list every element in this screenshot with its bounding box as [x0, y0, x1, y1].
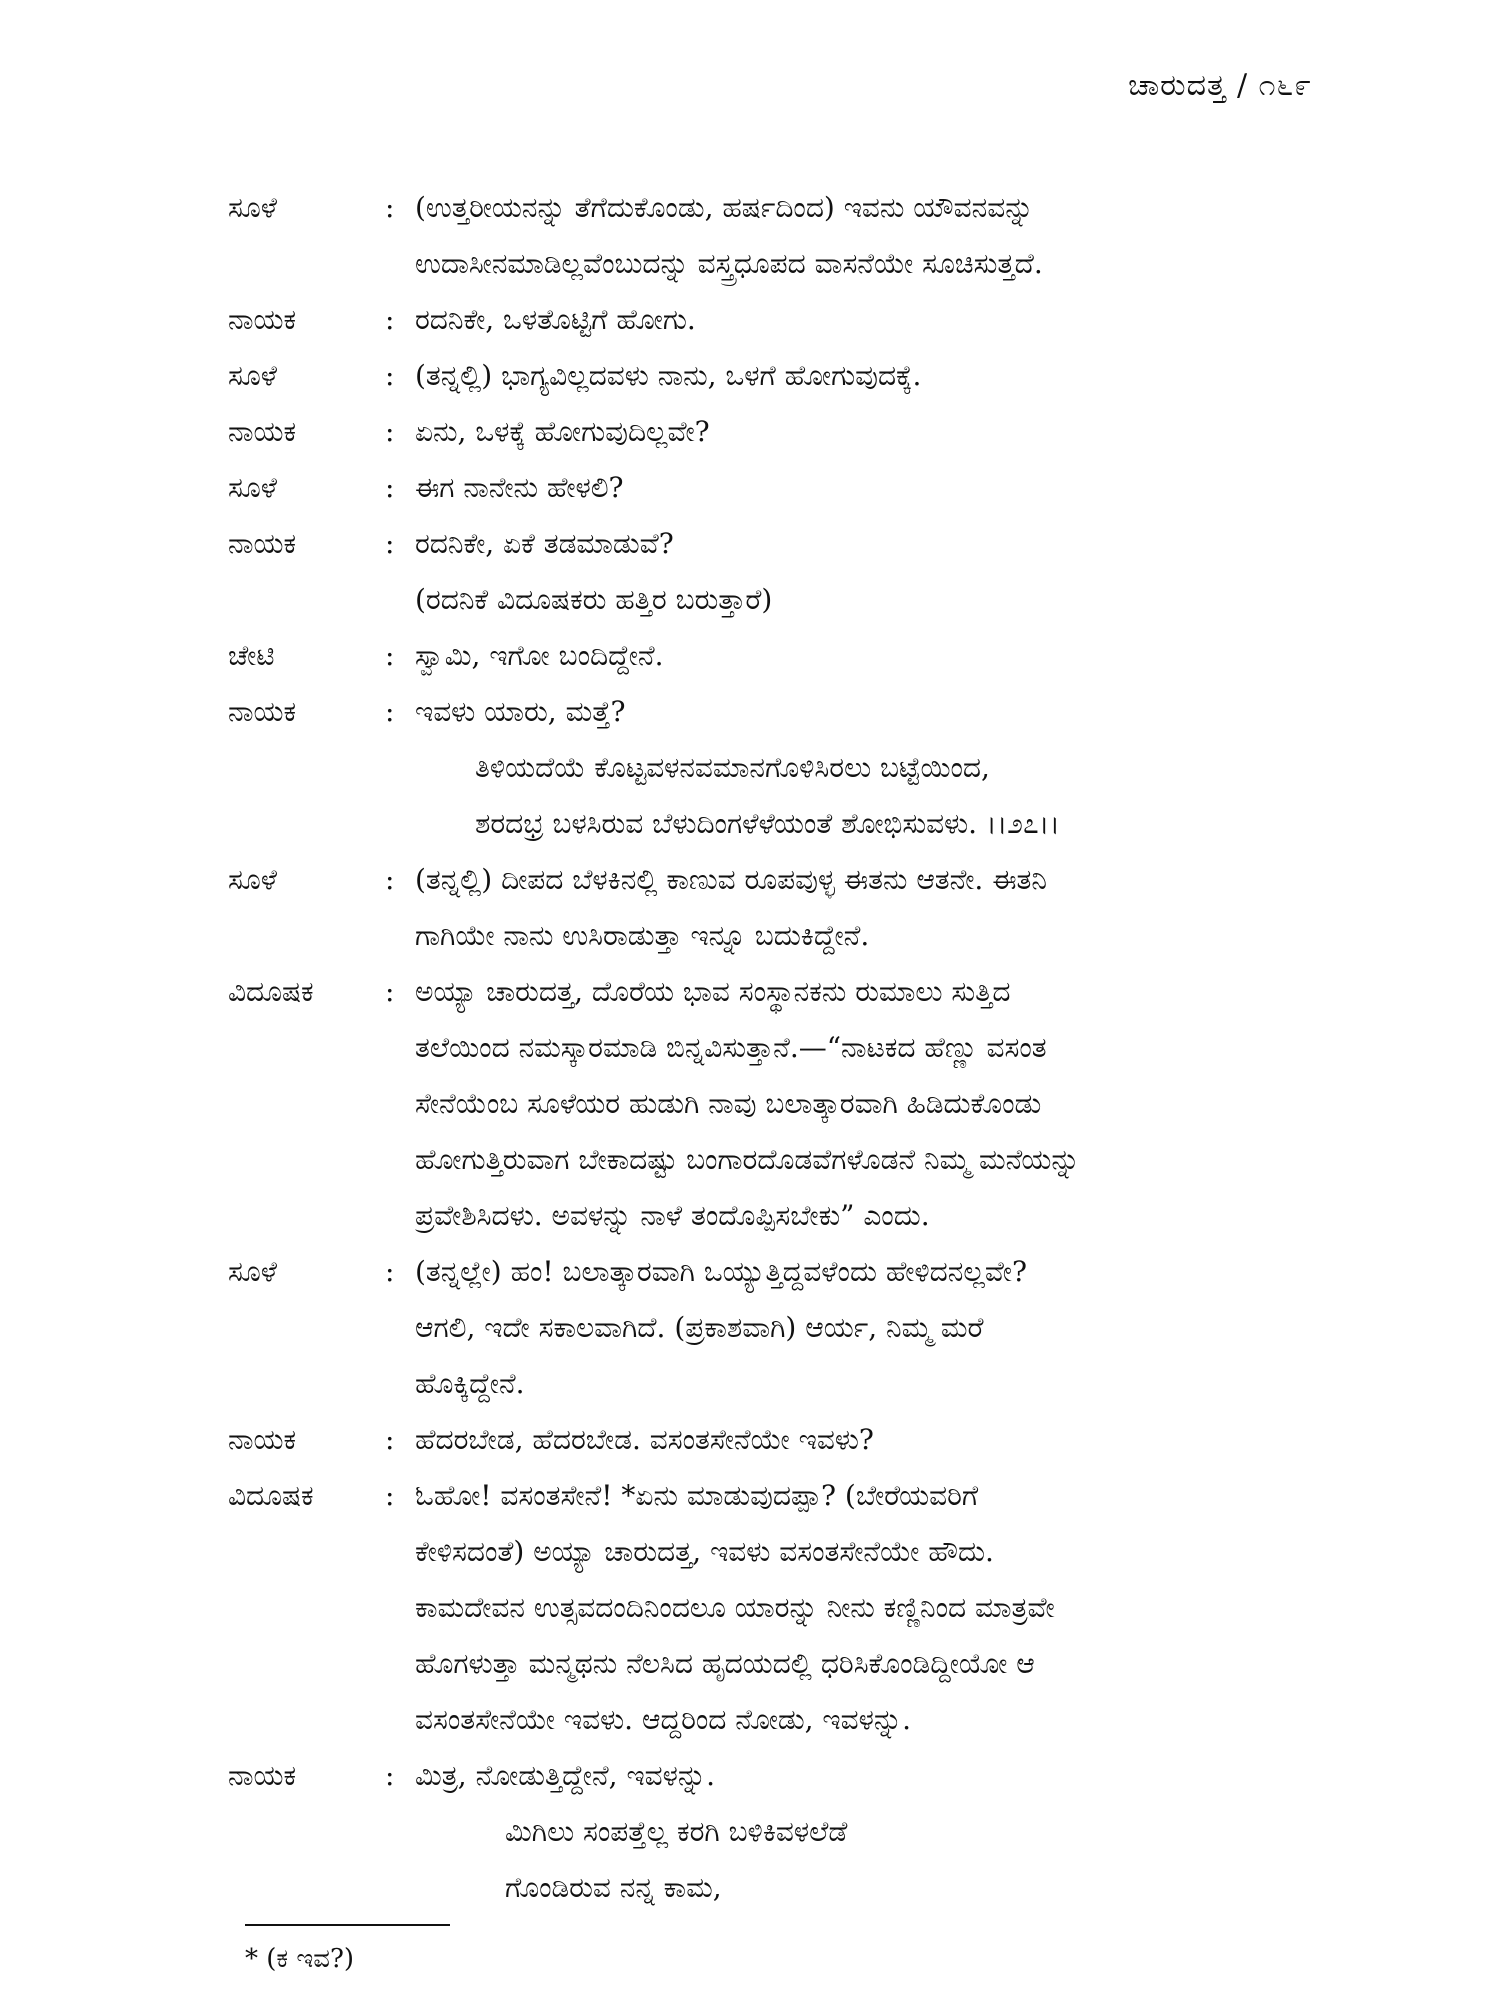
dialogue-text: ಗೊಂಡಿರುವ ನನ್ನ ಕಾಮ,	[505, 1871, 722, 1904]
dialogue-text: ಈಗ ನಾನೇನು ಹೇಳಲಿ?	[415, 471, 624, 504]
dialogue-text: ಸ್ವಾಮಿ, ಇಗೋ ಬಂದಿದ್ದೇನೆ.	[415, 639, 664, 672]
dialogue-text: ಕಾಮದೇವನ ಉತ್ಸವದಂದಿನಿಂದಲೂ ಯಾರನ್ನು ನೀನು ಕಣ್ಣಿನಿಂದ ಮಾತ್ರವೇ	[415, 1591, 1055, 1624]
dialogue-text: ಮಿಗಿಲು ಸಂಪತ್ತೆಲ್ಲ ಕರಗಿ ಬಳಿಕಿವಳಲೆಡೆ	[505, 1815, 848, 1848]
dialogue-line	[0, 1636, 1500, 1692]
dialogue-line	[0, 1188, 1500, 1244]
speaker-name: ಸೂಳೆ	[228, 863, 278, 896]
dialogue-line	[0, 292, 1500, 348]
speaker-colon: :	[385, 639, 395, 672]
dialogue-text: (ರದನಿಕೆ ವಿದೂಷಕರು ಹತ್ತಿರ ಬರುತ್ತಾರೆ)	[415, 583, 773, 616]
dialogue-line	[0, 1860, 1500, 1916]
dialogue-line	[0, 964, 1500, 1020]
dialogue-text: ಶರದಭ್ರ ಬಳಸಿರುವ ಬೆಳುದಿಂಗಳೆಳೆಯಂತೆ ಶೋಭಿಸುವಳು. ।।೨೭।।	[475, 807, 1060, 840]
dialogue-text: (ತನ್ನಲ್ಲಿ) ಭಾಗ್ಯವಿಲ್ಲದವಳು ನಾನು, ಒಳಗೆ ಹೋಗುವುದಕ್ಕೆ.	[415, 359, 922, 392]
dialogue-text: ಆಗಲಿ, ಇದೇ ಸಕಾಲವಾಗಿದೆ. (ಪ್ರಕಾಶವಾಗಿ) ಆರ್ಯ, ನಿಮ್ಮ ಮರೆ	[415, 1311, 984, 1344]
speaker-colon: :	[385, 1255, 395, 1288]
dialogue-line	[0, 180, 1500, 236]
speaker-colon: :	[385, 1423, 395, 1456]
speaker-name: ವಿದೂಷಕ	[228, 975, 314, 1008]
speaker-name: ನಾಯಕ	[228, 1759, 297, 1792]
speaker-colon: :	[385, 1759, 395, 1792]
speaker-name: ಚೇಟಿ	[228, 639, 275, 672]
dialogue-line	[0, 1692, 1500, 1748]
dialogue-line	[0, 1132, 1500, 1188]
dialogue-text: ಕೇಳಿಸದಂತೆ) ಅಯ್ಯಾ ಚಾರುದತ್ತ, ಇವಳು ವಸಂತಸೇನೆಯೇ ಹೌದು.	[415, 1535, 994, 1568]
dialogue-line	[0, 516, 1500, 572]
speaker-colon: :	[385, 863, 395, 896]
dialogue-line	[0, 852, 1500, 908]
dialogue-line	[0, 740, 1500, 796]
dialogue-text: ಏನು, ಒಳಕ್ಕೆ ಹೋಗುವುದಿಲ್ಲವೇ?	[415, 415, 710, 448]
dialogue-text: ಇವಳು ಯಾರು, ಮತ್ತೆ?	[415, 695, 626, 728]
speaker-name: ನಾಯಕ	[228, 303, 297, 336]
dialogue-text: ಪ್ರವೇಶಿಸಿದಳು. ಅವಳನ್ನು ನಾಳೆ ತಂದೊಪ್ಪಿಸಬೇಕು” ಎಂದು.	[415, 1199, 930, 1232]
dialogue-text: ತಲೆಯಿಂದ ನಮಸ್ಕಾರಮಾಡಿ ಬಿನ್ನವಿಸುತ್ತಾನೆ.—“ನಾಟಕದ ಹೆಣ್ಣು ವಸಂತ	[415, 1031, 1047, 1064]
speaker-name: ನಾಯಕ	[228, 527, 297, 560]
dialogue-line	[0, 1300, 1500, 1356]
dialogue-line	[0, 1020, 1500, 1076]
speaker-name: ಸೂಳೆ	[228, 359, 278, 392]
footnote-divider	[245, 1924, 450, 1926]
dialogue-text: ಸೇನೆಯೆಂಬ ಸೂಳೆಯರ ಹುಡುಗಿ ನಾವು ಬಲಾತ್ಕಾರವಾಗಿ ಹಿಡಿದುಕೊಂಡು	[415, 1087, 1042, 1120]
dialogue-text: ರದನಿಕೇ, ಒಳತೊಟ್ಟಿಗೆ ಹೋಗು.	[415, 303, 696, 336]
dialogue-text: ಓಹೋ! ವಸಂತಸೇನೆ! *ಏನು ಮಾಡುವುದಪ್ಪಾ? (ಬೇರೆಯವರಿಗೆ	[415, 1479, 979, 1512]
speaker-colon: :	[385, 1479, 395, 1512]
dialogue-text: ಹೆದರಬೇಡ, ಹೆದರಬೇಡ. ವಸಂತಸೇನೆಯೇ ಇವಳು?	[415, 1423, 874, 1456]
dialogue-text: ಹೋಗುತ್ತಿರುವಾಗ ಬೇಕಾದಷ್ಟು ಬಂಗಾರದೊಡವೆಗಳೊಡನೆ ನಿಮ್ಮ ಮನೆಯನ್ನು	[415, 1143, 1080, 1176]
dialogue-line	[0, 1468, 1500, 1524]
footnote: * (ಕ ಇವ?)	[245, 1944, 355, 1974]
dialogue-line	[0, 572, 1500, 628]
dialogue-text: (ತನ್ನಲ್ಲೇ) ಹಂ! ಬಲಾತ್ಕಾರವಾಗಿ ಒಯ್ಯುತ್ತಿದ್ದವಳೆಂದು ಹೇಳಿದನಲ್ಲವೇ?	[415, 1255, 1027, 1288]
dialogue-text: ರದನಿಕೇ, ಏಕೆ ತಡಮಾಡುವೆ?	[415, 527, 674, 560]
dialogue-text: ಮಿತ್ರ, ನೋಡುತ್ತಿದ್ದೇನೆ, ಇವಳನ್ನು.	[415, 1759, 716, 1792]
dialogue-line	[0, 1076, 1500, 1132]
speaker-name: ನಾಯಕ	[228, 695, 297, 728]
speaker-colon: :	[385, 359, 395, 392]
dialogue-line	[0, 1356, 1500, 1412]
dialogue-text: ವಸಂತಸೇನೆಯೇ ಇವಳು. ಆದ್ದರಿಂದ ನೋಡು, ಇವಳನ್ನು.	[415, 1703, 911, 1736]
dialogue-line	[0, 1580, 1500, 1636]
speaker-colon: :	[385, 975, 395, 1008]
dialogue-text: ಅಯ್ಯಾ ಚಾರುದತ್ತ, ದೊರೆಯ ಭಾವ ಸಂಸ್ಥಾನಕನು ರುಮಾಲು ಸುತ್ತಿದ	[415, 975, 1011, 1008]
dialogue-line	[0, 628, 1500, 684]
speaker-colon: :	[385, 303, 395, 336]
speaker-colon: :	[385, 471, 395, 504]
dialogue-line	[0, 348, 1500, 404]
dialogue-line	[0, 1804, 1500, 1860]
speaker-name: ವಿದೂಷಕ	[228, 1479, 314, 1512]
dialogue-line	[0, 1748, 1500, 1804]
dialogue-line	[0, 460, 1500, 516]
speaker-colon: :	[385, 695, 395, 728]
dialogue-line	[0, 796, 1500, 852]
speaker-colon: :	[385, 415, 395, 448]
dialogue-text: ಗಾಗಿಯೇ ನಾನು ಉಸಿರಾಡುತ್ತಾ ಇನ್ನೂ ಬದುಕಿದ್ದೇನೆ.	[415, 919, 870, 952]
dialogue-text: (ಉತ್ತರೀಯನನ್ನು ತೆಗೆದುಕೊಂಡು, ಹರ್ಷದಿಂದ) ಇವನು ಯೌವನವನ್ನು	[415, 191, 1034, 224]
speaker-name: ಸೂಳೆ	[228, 471, 278, 504]
dialogue-line	[0, 404, 1500, 460]
dialogue-body	[0, 180, 1500, 1916]
dialogue-text: ತಿಳಿಯದೆಯೆ ಕೊಟ್ಟವಳನವಮಾನಗೊಳಿಸಿರಲು ಬಟ್ಟೆಯಿಂದ,	[475, 751, 990, 784]
speaker-colon: :	[385, 527, 395, 560]
running-head: ಚಾರುದತ್ತ / ೧೬೯	[1128, 68, 1312, 103]
dialogue-line	[0, 1412, 1500, 1468]
speaker-name: ಸೂಳೆ	[228, 191, 278, 224]
dialogue-line	[0, 684, 1500, 740]
speaker-name: ನಾಯಕ	[228, 415, 297, 448]
dialogue-line	[0, 1524, 1500, 1580]
speaker-name: ಸೂಳೆ	[228, 1255, 278, 1288]
speaker-name: ನಾಯಕ	[228, 1423, 297, 1456]
dialogue-text: (ತನ್ನಲ್ಲಿ) ದೀಪದ ಬೆಳಕಿನಲ್ಲಿ ಕಾಣುವ ರೂಪವುಳ್ಳ ಈತನು ಆತನೇ. ಈತನಿ	[415, 863, 1047, 896]
dialogue-line	[0, 908, 1500, 964]
dialogue-text: ಹೊಕ್ಕಿದ್ದೇನೆ.	[415, 1367, 525, 1400]
dialogue-text: ಉದಾಸೀನಮಾಡಿಲ್ಲವೆಂಬುದನ್ನು ವಸ್ತ್ರಧೂಪದ ವಾಸನೆಯೇ ಸೂಚಿಸುತ್ತದೆ.	[415, 247, 1043, 280]
speaker-colon: :	[385, 191, 395, 224]
dialogue-text: ಹೊಗಳುತ್ತಾ ಮನ್ಮಥನು ನೆಲಸಿದ ಹೃದಯದಲ್ಲಿ ಧರಿಸಿಕೊಂಡಿದ್ದೀಯೋ ಆ	[415, 1647, 1035, 1680]
dialogue-line	[0, 236, 1500, 292]
dialogue-line	[0, 1244, 1500, 1300]
